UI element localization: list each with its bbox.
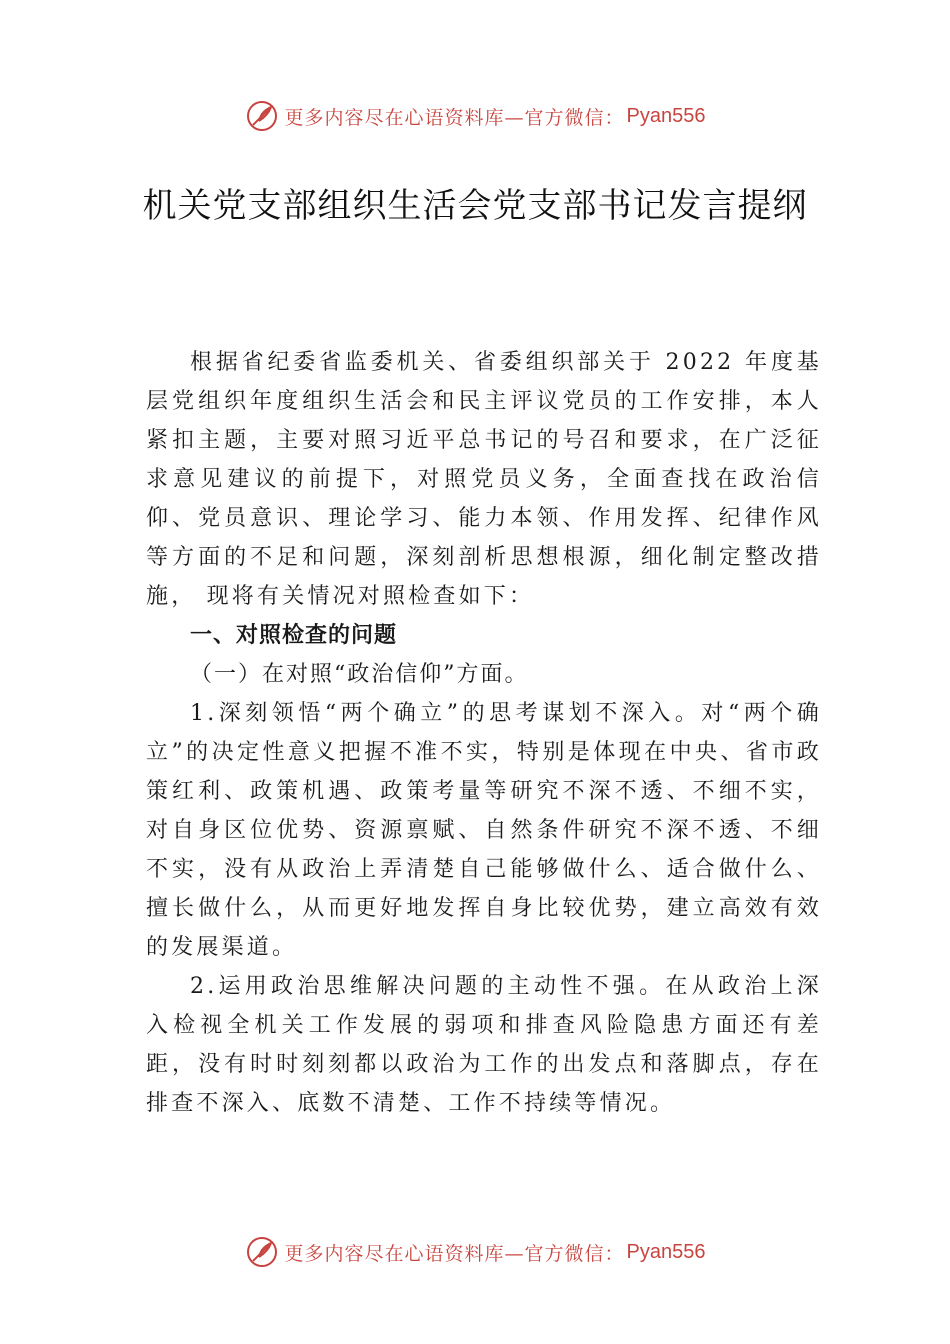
banner-text: 更多内容尽在心语资料库—官方微信： <box>284 106 625 129</box>
document-title: 机关党支部组织生活会党支部书记发言提纲 <box>142 186 808 226</box>
banner-text: 更多内容尽在心语资料库—官方微信： <box>284 1242 625 1265</box>
list-item: 1.深刻领悟“两个确立”的思考谋划不深入。对“两个确立”的决定性意义把握不准不实，特别是体现在中央、省市政策红利、政策机遇、政策考量等研究不深不透、不细不实，对自身区位优势、资源禀赋、自然条件研究不深不透、不细不实，没有从政治上弄清楚自己能够做什么、适合做什么、 擅长做什么，从而更好地发挥自身比较优势，建立高效有效的发展渠道。 <box>146 701 822 960</box>
quill-logo-icon <box>245 1235 279 1269</box>
intro-paragraph: 根据省纪委省监委机关、省委组织部关于 2022 年度基层党组织年度组织生活会和民主评议党员的工作安排，本人紧扣主题，主要对照习近平总书记的号召和要求，在广泛征求意见建议的前提下，对照党员义务，全面查找在政治信仰、党员意识、理论学习、能力本领、作用发挥、纪律作风等方面的不足和问题，深刻剖析思想根源，细化制定整改措施， 现将有关情况对照检查如下： <box>146 350 822 609</box>
footer-watermark-banner <box>0 1232 950 1272</box>
document-body <box>146 343 822 1123</box>
section-heading: 一、对照检查的问题 <box>190 623 398 648</box>
banner-wechat-id: Pyan556 <box>626 104 706 127</box>
subsection-heading: （一）在对照“政治信仰”方面。 <box>190 662 529 687</box>
banner-wechat-id: Pyan556 <box>626 1240 706 1263</box>
quill-logo-icon <box>245 99 279 133</box>
list-item: 2.运用政治思维解决问题的主动性不强。在从政治上深入检视全机关工作发展的弱项和排查风险隐患方面还有差距，没有时时刻刻都以政治为工作的出发点和落脚点，存在排查不深入、底数不清楚、工作不持续等情况。 <box>146 974 822 1116</box>
header-watermark-banner <box>0 96 950 136</box>
